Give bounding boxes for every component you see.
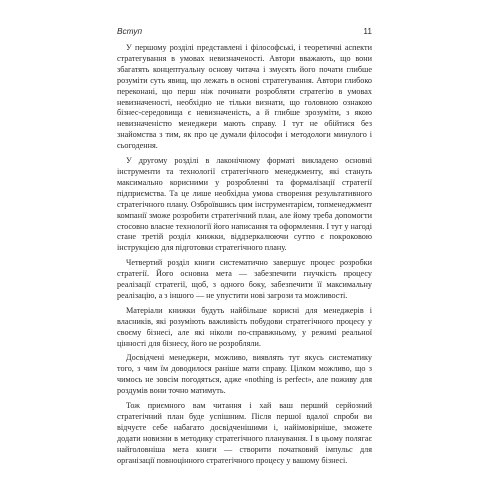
section-name: Вступ bbox=[117, 26, 143, 36]
paragraph-4: Матеріали книжки будуть найбільше корисні для менеджерів і власників, які розуміють важливість побудови стратегічного процесу у своєму бізнесі, але які ніколи по-справжньому, у режимі реальної цінності для бізнесу, його не розробляли. bbox=[117, 305, 372, 348]
paragraph-3: Четвертий розділ книги систематично завершує процес розробки стратегії. Його основна мета — забезпечити гнучкість процесу реалізації стратегії, щоб, з одного боку, забезпечити її максимальну реалізацію, а з іншого — не упустити нові загрози та можливості. bbox=[117, 258, 372, 300]
paragraph-5: Досвідчені менеджери, можливо, виявлять тут якусь систематику того, з чим їм доводилося раніше мати справу. Цілком можливо, що з чимось не зовсім погодяться, адже «nothing is perfect», але поживу для роздумів вони точно матимуть. bbox=[117, 353, 372, 396]
running-header bbox=[117, 25, 372, 37]
paragraph-6: Тож приємного вам читання і хай ваш перший серйозний стратегічний план буде успішним. Після першої вдалої спроби ви відчуєте себе набагато досвідченішими і, найімовірніше, зможете додати новизни в методику стратегічного планування. І в цьому полягає найголовніша мета книги — створити початковий імпульс для організації повноцінного стратегічного процесу у вашому бізнесі. bbox=[117, 401, 372, 465]
paragraph-1: У першому розділі представлені і філософські, і теоретичні аспекти стратегування в умовах невизначеності. Автори вважають, що вони збагатять концептуальну основу читача і змусять його почати глибше розуміти суть явищ, що лежать в основі стратегування. Автори глибоко переконані, що перш ніж починати розробляти стратегію в умовах невизначеності, необхідно не тільки визнати, що головною ознакою бізнес-середовища є невизначеність, а й глибше зрозуміти, з якою невизначеністю менеджери мають справу. І тут не обійтися без знайомства з тим, як про це думали філософи і методологи минулого і сьогодення. bbox=[117, 43, 372, 151]
body-text bbox=[117, 43, 372, 471]
paragraph-2: У другому розділі в лаконічному форматі викладено основні інструменти та технології стратегічного менеджменту, які стануть максимально корисними у розробленні та формалізації стратегії підприємства. Та це лише необхідна умова створення результативного стратегічного плану. Озброївшись цим інструментарієм, топменеджмент компанії зможе розробити стратегічний план, але йому треба допомогти стосовно власне технології його написання та оформлення. І тут у нагоді стане третій розділ книжки, віддзеркалюючи суттю є покроковою інструкцією для підготовки стратегічного плану. bbox=[117, 156, 372, 253]
page-number: 11 bbox=[363, 26, 372, 36]
